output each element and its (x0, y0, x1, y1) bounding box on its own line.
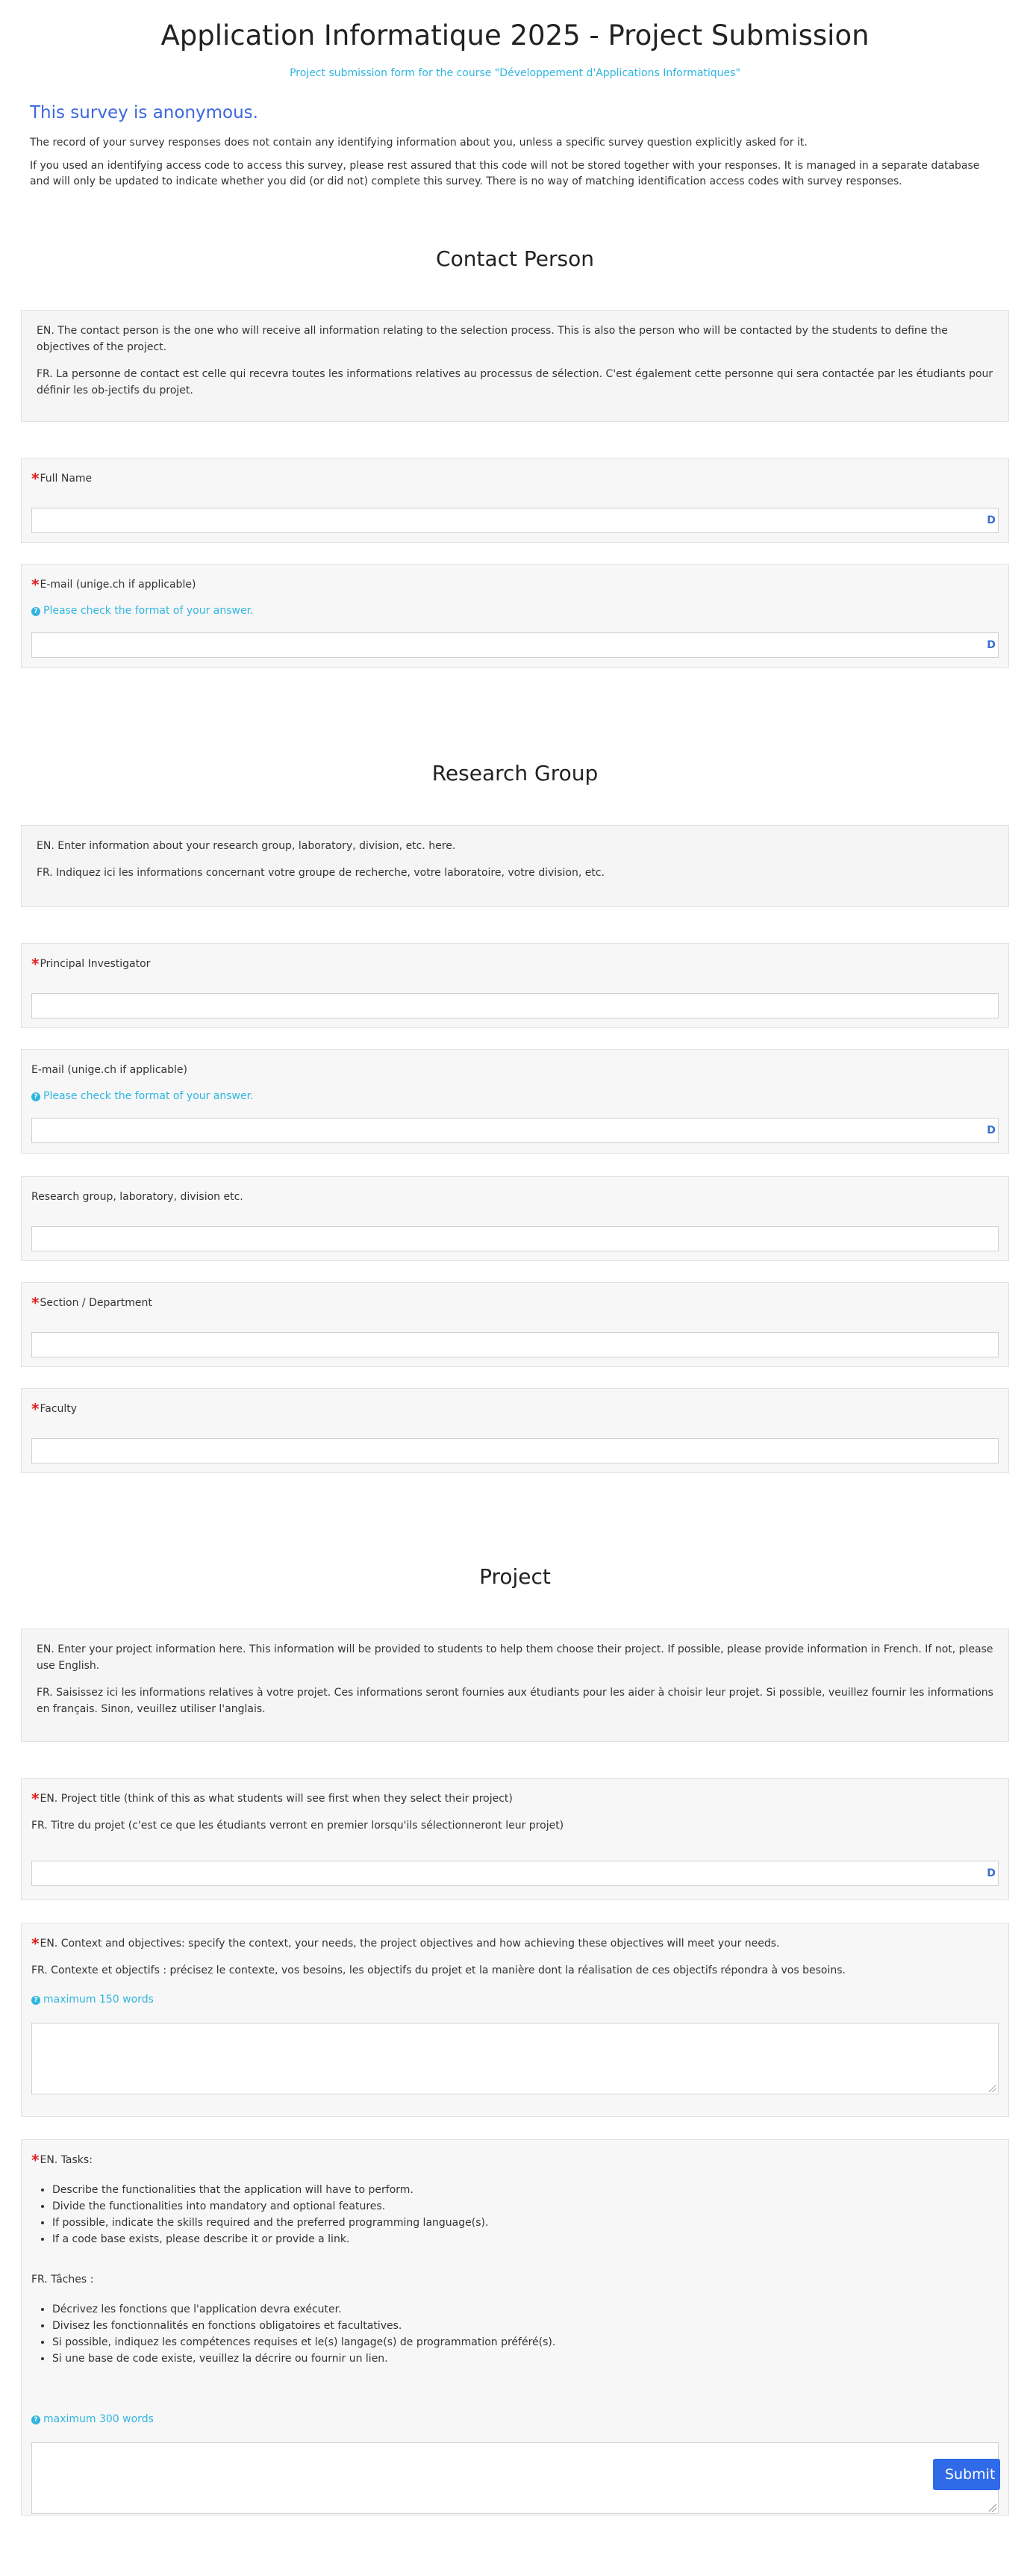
research-desc-fr: FR. Indiquez ici les informations concernant votre groupe de recherche, votre laboratoire, votre division, etc. (37, 867, 605, 879)
project-desc-fr: FR. Saisissez ici les informations relatives à votre projet. Ces informations seront fournies aux étudiants pour les aider à choisir leur projet. Si possible, veuillez fournir les informations en français. Sinon, veuillez utiliser l'anglais. (37, 1687, 993, 1715)
required-asterisk: * (31, 2151, 40, 2169)
group-title-project: Project (479, 1564, 551, 1589)
question-label: EN. Context and objectives: specify the context, your needs, the project objectives and how achieving these objectives will meet your needs. (40, 1938, 780, 1950)
required-asterisk: * (31, 955, 40, 973)
question-tasks (21, 2139, 1009, 2516)
question-circle-icon: ? (31, 2415, 40, 2424)
question-circle-icon: ? (31, 1092, 40, 1101)
question-label: Faculty (40, 1403, 78, 1415)
project-title-input-wrap (31, 1861, 999, 1886)
principal-investigator-input[interactable] (31, 993, 999, 1018)
required-asterisk: * (31, 1400, 40, 1418)
research-email-input[interactable] (31, 1118, 999, 1143)
project-title-input[interactable] (31, 1861, 999, 1886)
group-description-research (21, 825, 1009, 907)
research-group-input[interactable] (31, 1226, 999, 1251)
submit-button[interactable]: Submit (933, 2459, 1000, 2490)
project-desc-en: EN. Enter your project information here. This information will be provided to students to help them choose their project. If possible, please provide information in French. If not, please use English. (37, 1643, 993, 1672)
email-format-tip: ? Please check the format of your answer. (31, 1089, 999, 1104)
question-label: Section / Department (40, 1297, 152, 1309)
resize-handle-icon[interactable] (989, 2085, 996, 2092)
question-research-email (21, 1049, 1009, 1154)
contact-desc-fr: FR. La personne de contact est celle qui recevra toutes les informations relatives au processus de sélection. C'est également cette personne qui sera contactée par les étudiants pour définir les ob-jectifs du projet. (37, 368, 993, 396)
question-label: EN. Project title (think of this as what students will see first when they select their project) (40, 1793, 513, 1805)
question-full-name (21, 458, 1009, 543)
privacy-heading: This survey is anonymous. (30, 103, 258, 122)
required-asterisk: * (31, 470, 40, 488)
list-item: • Describe the functionalities that the application will have to perform. (52, 2182, 999, 2198)
question-label: EN. Tasks: (40, 2154, 93, 2166)
list-item: • If possible, indicate the skills required and the preferred programming language(s). (52, 2215, 999, 2231)
context-textarea-wrap (31, 2023, 999, 2094)
survey-title: Application Informatique 2025 - Project Submission (160, 19, 870, 52)
question-label: E-mail (unige.ch if applicable) (40, 579, 196, 591)
word-limit-tip: ? maximum 300 words (31, 2412, 999, 2427)
group-description-project (21, 1628, 1009, 1742)
list-item: • Si possible, indiquez les compétences requises et le(s) langage(s) de programmation préféré(s). (52, 2334, 999, 2351)
privacy-paragraph-2: If you used an identifying access code to access this survey, please rest assured that this code will not be stored together with your responses. It is managed in a separate database and will only be updated to indicate whether you did (or did not) complete this survey. There is no way of matching identification access codes with survey responses. (30, 160, 980, 187)
question-circle-icon: ? (31, 607, 40, 616)
privacy-notice (0, 101, 1030, 190)
question-circle-icon: ? (31, 1996, 40, 2005)
autofill-icon[interactable]: D (987, 1867, 996, 1879)
question-label: E-mail (unige.ch if applicable) (31, 1064, 187, 1076)
word-limit-tip: ? maximum 150 words (31, 1992, 999, 2008)
contact-email-input-wrap (31, 632, 999, 658)
autofill-icon[interactable]: D (987, 1124, 996, 1136)
question-context-objectives (21, 1923, 1009, 2117)
autofill-icon[interactable]: D (987, 514, 996, 526)
context-objectives-textarea[interactable] (31, 2023, 999, 2094)
full-name-input-wrap (31, 508, 999, 533)
privacy-paragraph-1: The record of your survey responses does not contain any identifying information about you, unless a specific survey question explicitly asked for it. (30, 137, 808, 149)
question-research-group (21, 1176, 1009, 1261)
required-asterisk: * (31, 1294, 40, 1312)
faculty-input[interactable] (31, 1438, 999, 1463)
contact-email-input[interactable] (31, 632, 999, 658)
tasks-list-en (31, 2182, 999, 2247)
question-faculty (21, 1388, 1009, 1473)
tasks-textarea[interactable] (31, 2442, 999, 2514)
required-asterisk: * (31, 1935, 40, 1953)
full-name-input[interactable] (31, 508, 999, 533)
group-description-contact (21, 310, 1009, 422)
tasks-textarea-wrap (31, 2442, 999, 2514)
question-label-fr: FR. Titre du projet (c'est ce que les étudiants verront en premier lorsqu'ils sélectionneront leur projet) (31, 1820, 564, 1832)
list-item: • If a code base exists, please describe it or provide a link. (52, 2231, 999, 2247)
question-project-title (21, 1778, 1009, 1900)
section-department-input[interactable] (31, 1332, 999, 1357)
list-item: • Divide the functionalities into mandatory and optional features. (52, 2198, 999, 2215)
question-label: Full Name (40, 473, 93, 485)
group-research-group (0, 758, 1030, 1473)
required-asterisk: * (31, 1790, 40, 1808)
required-asterisk: * (31, 576, 40, 594)
list-item: • Si une base de code existe, veuillez la décrire ou fournir un lien. (52, 2351, 999, 2367)
tasks-fr-label: FR. Tâches : (31, 2274, 94, 2286)
question-label: Principal Investigator (40, 958, 151, 970)
email-format-tip: ? Please check the format of your answer. (31, 603, 999, 619)
question-contact-email (21, 564, 1009, 668)
question-label: Research group, laboratory, division etc. (31, 1191, 243, 1203)
question-section-department (21, 1282, 1009, 1367)
autofill-icon[interactable]: D (987, 639, 996, 651)
group-contact-person (0, 243, 1030, 668)
group-project (0, 1561, 1030, 2516)
research-desc-en: EN. Enter information about your research group, laboratory, division, etc. here. (37, 840, 456, 852)
question-label-fr: FR. Contexte et objectifs : précisez le contexte, vos besoins, les objectifs du projet et la manière dont la réalisation de ces objectifs répondra à vos besoins. (31, 1964, 846, 1976)
research-email-input-wrap (31, 1118, 999, 1143)
question-principal-investigator (21, 943, 1009, 1028)
resize-handle-icon[interactable] (989, 2504, 996, 2512)
tasks-list-fr (31, 2301, 999, 2367)
list-item: • Divisez les fonctionnalités en fonctions obligatoires et facultatives. (52, 2318, 999, 2334)
group-title-research: Research Group (431, 761, 599, 785)
survey-description: Project submission form for the course "Développement d'Applications Informatiques" (290, 67, 740, 79)
group-title-contact: Contact Person (436, 246, 594, 271)
contact-desc-en: EN. The contact person is the one who will receive all information relating to the selection process. This is also the person who will be contacted by the students to define the objectives of the project. (37, 325, 948, 353)
list-item: • Décrivez les fonctions que l'application devra exécuter. (52, 2301, 999, 2318)
